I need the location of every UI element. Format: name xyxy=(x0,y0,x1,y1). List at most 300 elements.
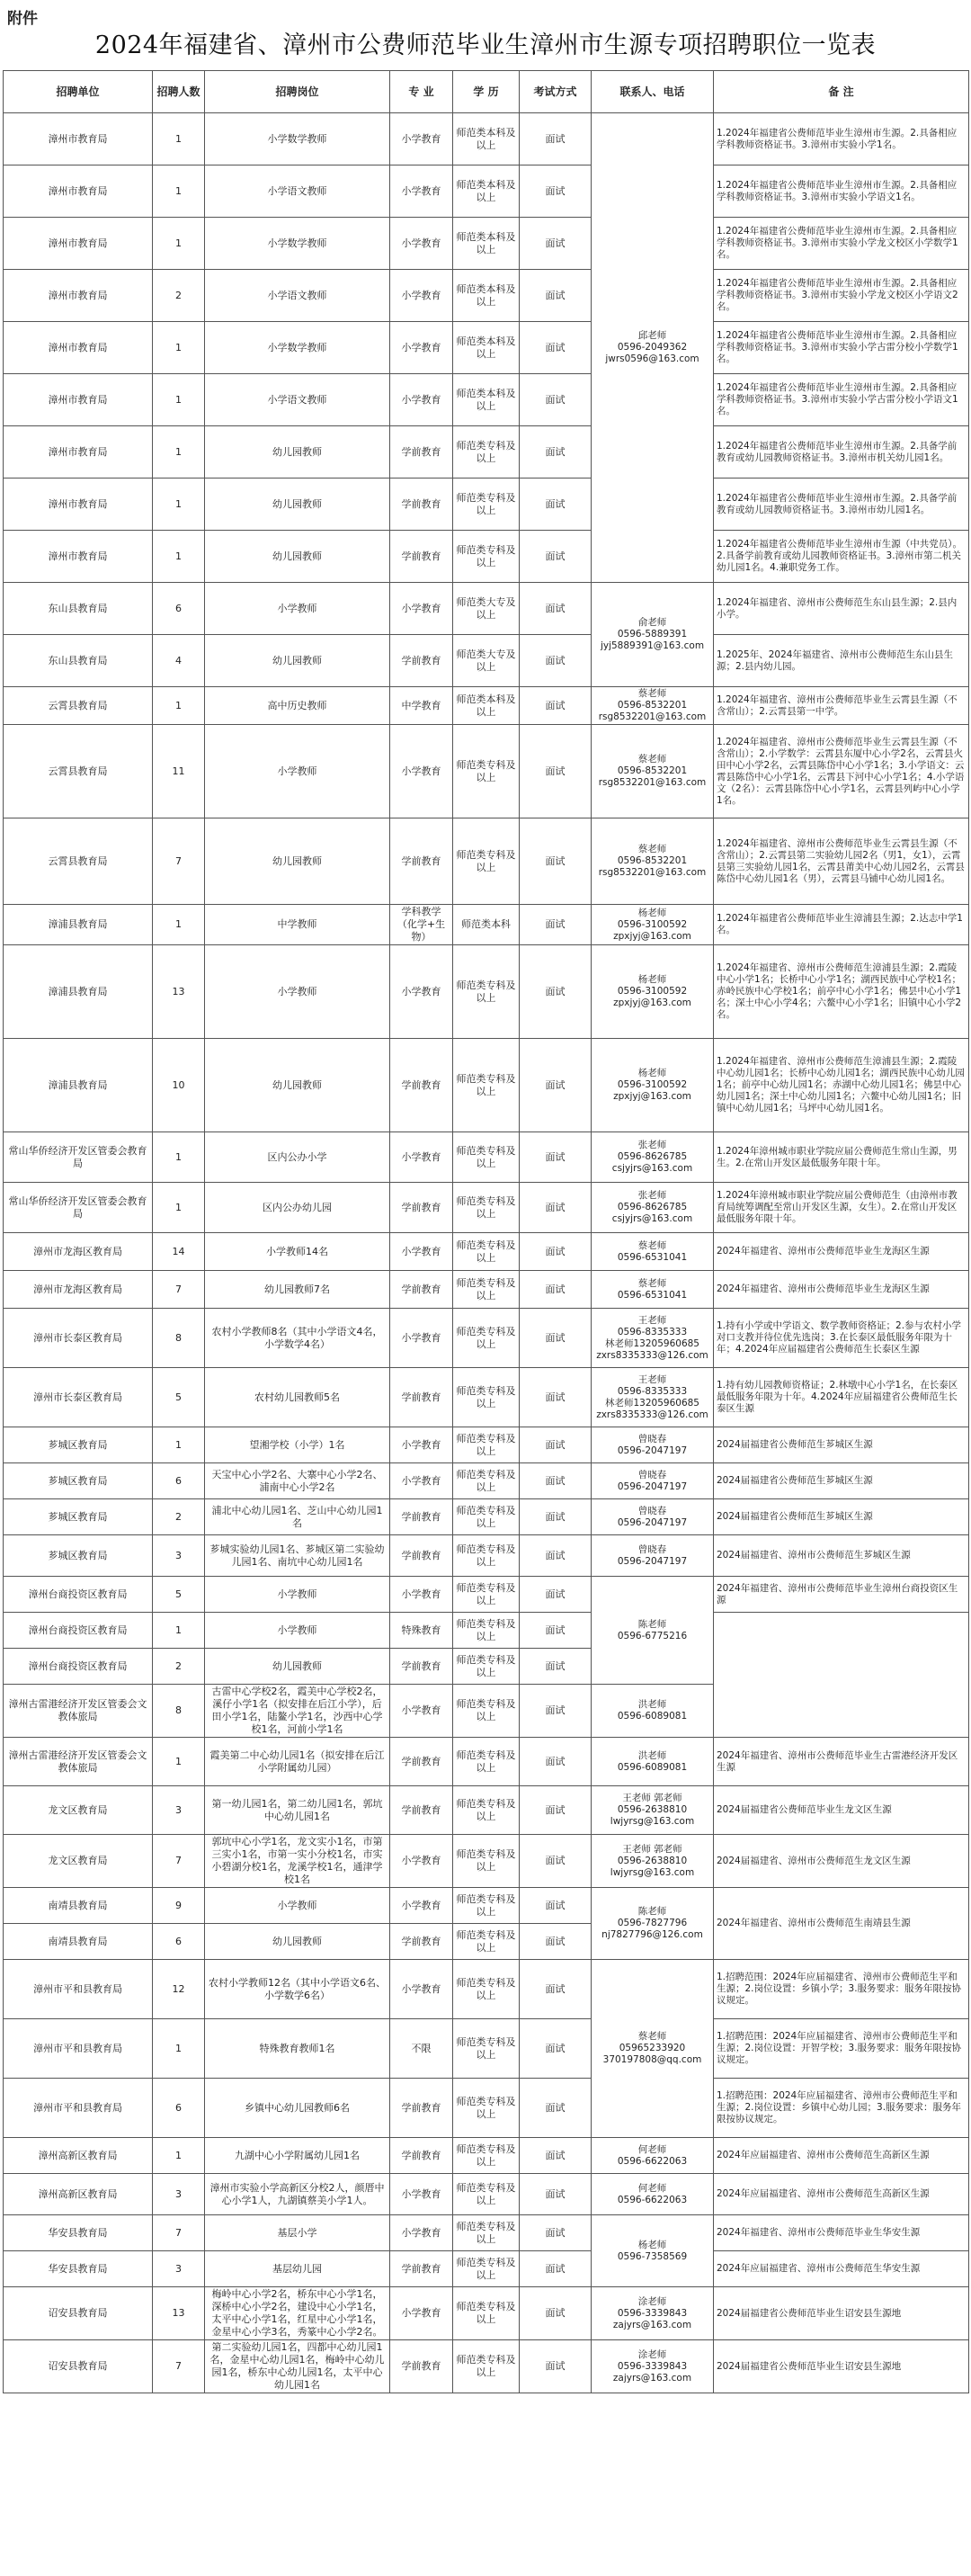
position-header: 招聘岗位 xyxy=(205,71,390,113)
remarks-cell: 2024年应届福建省、漳州市公费师范生高新区生源 xyxy=(714,2138,969,2174)
contact-line: 王老师 郭老师 xyxy=(622,1793,682,1803)
contact-cell xyxy=(592,113,714,583)
recruiting-unit-cell: 漳州市教育局 xyxy=(4,479,153,531)
education-cell: 师范类专科及以上 xyxy=(453,426,520,479)
exam-method-cell: 面试 xyxy=(520,374,592,426)
recruiting-unit-cell: 云霄县教育局 xyxy=(4,687,153,725)
recruit-count-cell: 8 xyxy=(153,1685,205,1738)
remarks-cell: 1.2024年福建省、漳州市公费师范生东山县生源；2.县内小学。 xyxy=(714,583,969,635)
remarks-cell: 1.2024年福建省公费师范毕业生漳州市生源。2.具备相应学科教师资格证书。3.漳州市实验小学古雷分校小学数学1名。 xyxy=(714,322,969,374)
recruit-count-cell: 3 xyxy=(153,1535,205,1577)
exam-method-cell: 面试 xyxy=(520,1888,592,1924)
major-cell: 学前教育 xyxy=(390,1535,453,1577)
position-cell: 浦北中心幼儿园1名、芝山中心幼儿园1名 xyxy=(205,1499,390,1535)
contact-line: 0596-5889391 xyxy=(617,629,688,640)
recruit-count-cell: 14 xyxy=(153,1233,205,1271)
contact-line: 涂老师 xyxy=(637,2348,667,2360)
recruit-count-cell: 1 xyxy=(153,1132,205,1183)
remarks-header: 备 注 xyxy=(714,71,969,113)
major-cell: 不限 xyxy=(390,2019,453,2079)
position-cell: 小学数学教师 xyxy=(205,322,390,374)
education-cell: 师范类专科及以上 xyxy=(453,1613,520,1649)
contact-line: 何老师 xyxy=(637,2182,667,2194)
contact-cell xyxy=(592,725,714,818)
table-row xyxy=(4,374,969,426)
contact-line: 0596-6089081 xyxy=(617,1711,688,1722)
table-row xyxy=(4,1577,969,1613)
major-cell: 小学教育 xyxy=(390,218,453,270)
table-row xyxy=(4,531,969,583)
exam-method-cell: 面试 xyxy=(520,1786,592,1835)
exam-method-cell: 面试 xyxy=(520,531,592,583)
position-cell: 中学教师 xyxy=(205,905,390,945)
contact-line: 05965233920 xyxy=(619,2043,686,2053)
position-cell: 幼儿园教师 xyxy=(205,1649,390,1685)
major-cell: 小学教育 xyxy=(390,1132,453,1183)
table-row xyxy=(4,2019,969,2079)
education-cell: 师范类专科及以上 xyxy=(453,1738,520,1786)
recruiting-unit-cell: 漳州市长泰区教育局 xyxy=(4,1309,153,1368)
recruit-count-cell: 3 xyxy=(153,1786,205,1835)
table-row xyxy=(4,725,969,818)
position-cell: 芗城实验幼儿园1名、芗城区第二实验幼儿园1名、南坑中心幼儿园1名 xyxy=(205,1535,390,1577)
recruiting-unit-cell: 龙文区教育局 xyxy=(4,1835,153,1888)
recruit-count-cell: 3 xyxy=(153,2251,205,2287)
table-row xyxy=(4,270,969,322)
contact-line: 杨老师 xyxy=(637,974,667,985)
education-cell: 师范类专科及以上 xyxy=(453,1649,520,1685)
recruit-count-cell: 1 xyxy=(153,218,205,270)
major-cell: 学前教育 xyxy=(390,426,453,479)
recruiting-unit-cell: 诏安县教育局 xyxy=(4,2287,153,2340)
remarks-cell: 2024届福建省公费师范生芗城区生源 xyxy=(714,1427,969,1463)
recruit-count-cell: 2 xyxy=(153,1499,205,1535)
recruit-count-cell: 6 xyxy=(153,583,205,635)
contact-line: 0596-8532201 xyxy=(617,765,688,776)
contact-cell xyxy=(592,1835,714,1888)
contact-line: 0596-2047197 xyxy=(617,1516,688,1528)
exam-method-cell: 面试 xyxy=(520,1924,592,1960)
remarks-cell: 1.2024年福建省、漳州市公费师范生漳浦县生源；2.霞陵中心幼儿园1名；长桥中心幼儿园1名；湖西民族中心幼儿园1名；前亭中心幼儿园1名；赤湖中心幼儿园1名；佛昙中心幼儿园1名；深土中心幼儿园1名；六鳌中心幼儿园1名；旧镇中心幼儿园1名；马坪中心幼儿园1名。 xyxy=(714,1039,969,1132)
remarks-cell: 2024届福建省、漳州市公费师范生芗城区生源 xyxy=(714,1535,969,1577)
major-cell: 学前教育 xyxy=(390,1271,453,1309)
contact-cell xyxy=(592,1786,714,1835)
exam-method-cell: 面试 xyxy=(520,1132,592,1183)
major-cell: 学科教学（化学+生物） xyxy=(390,905,453,945)
remarks-cell: 1.2024年漳州城市职业学院应届公费师范生常山生源，男生。2.在常山开发区最低服务年限十年。 xyxy=(714,1132,969,1183)
remarks-cell: 2024届福建省公费师范毕业生诏安县生源地 xyxy=(714,2340,969,2393)
contact-line: 0596-2638810 xyxy=(617,1855,688,1866)
major-cell: 学前教育 xyxy=(390,635,453,687)
position-cell: 漳州市实验小学高新区分校2人，颜厝中心小学1人，九湖镇蔡美小学1人。 xyxy=(205,2174,390,2215)
table-row xyxy=(4,322,969,374)
contact-cell xyxy=(592,1960,714,2138)
education-cell: 师范类本科及以上 xyxy=(453,687,520,725)
remarks-cell: 2024年福建省、漳州市公费师范生南靖县生源 xyxy=(714,1888,969,1960)
recruit-count-cell: 1 xyxy=(153,426,205,479)
recruit-count-cell: 7 xyxy=(153,1271,205,1309)
remarks-cell: 2024届福建省公费师范生芗城区生源 xyxy=(714,1499,969,1535)
major-cell: 小学教育 xyxy=(390,1233,453,1271)
recruit-count-cell: 5 xyxy=(153,1368,205,1427)
contact-line: 陈老师 xyxy=(637,1906,667,1917)
recruiting-unit-cell: 东山县教育局 xyxy=(4,635,153,687)
attachment-label: 附件 xyxy=(7,10,38,28)
recruit-count-cell: 11 xyxy=(153,725,205,818)
recruiting-unit-cell: 漳州市教育局 xyxy=(4,218,153,270)
contact-line: 0596-2638810 xyxy=(617,1804,688,1815)
contact-line: 0596-6622063 xyxy=(617,2194,688,2205)
contact-line: 0596-3100592 xyxy=(617,918,688,930)
contact-line: 林老师13205960685 xyxy=(605,1397,699,1409)
table-row xyxy=(4,1309,969,1368)
position-cell: 幼儿园教师 xyxy=(205,1924,390,1960)
table-row xyxy=(4,905,969,945)
recruiting-unit-cell: 漳州台商投资区教育局 xyxy=(4,1649,153,1685)
exam-method-cell: 面试 xyxy=(520,1577,592,1613)
remarks-cell: 1.2024年福建省公费师范毕业生漳州市生源（中共党员）。2.具备学前教育或幼儿园教师资格证书。3.漳州市第二机关幼儿园1名。4.兼职党务工作。 xyxy=(714,531,969,583)
exam-method-cell: 面试 xyxy=(520,1463,592,1499)
contact-line: 0596-2047197 xyxy=(617,1445,688,1456)
contact-line: 林老师13205960685 xyxy=(605,1337,699,1349)
recruit-count-cell: 7 xyxy=(153,818,205,905)
position-cell: 农村幼儿园教师5名 xyxy=(205,1368,390,1427)
recruiting-unit-cell: 南靖县教育局 xyxy=(4,1888,153,1924)
remarks-cell: 1.持有幼儿园教师资格证；2.林墩中心小学1名，在长泰区最低服务年限为十年。4.2024年应届福建省公费师范生长泰区生源 xyxy=(714,1368,969,1427)
recruiting-unit-cell: 漳州市长泰区教育局 xyxy=(4,1368,153,1427)
exam-method-cell: 面试 xyxy=(520,905,592,945)
exam-method-cell: 面试 xyxy=(520,725,592,818)
recruit-count-cell: 1 xyxy=(153,113,205,165)
education-cell: 师范类专科及以上 xyxy=(453,2287,520,2340)
table-row xyxy=(4,2174,969,2215)
exam-method-cell: 面试 xyxy=(520,2215,592,2251)
contact-line: 曾晓春 xyxy=(637,1433,667,1445)
recruit-count-cell: 6 xyxy=(153,1463,205,1499)
table-row xyxy=(4,1271,969,1309)
education-cell: 师范类专科及以上 xyxy=(453,1183,520,1233)
contact-line: 洪老师 xyxy=(637,1699,667,1710)
recruiting-unit-cell: 漳州市龙海区教育局 xyxy=(4,1233,153,1271)
position-cell: 九湖中心小学附属幼儿园1名 xyxy=(205,2138,390,2174)
contact-line: nj7827796@126.com xyxy=(601,1929,703,1940)
education-cell: 师范类专科及以上 xyxy=(453,1427,520,1463)
position-cell: 幼儿园教师 xyxy=(205,426,390,479)
exam-method-cell: 面试 xyxy=(520,2340,592,2393)
recruiting-unit-cell: 芗城区教育局 xyxy=(4,1535,153,1577)
education-cell: 师范类本科及以上 xyxy=(453,218,520,270)
major-cell: 小学教育 xyxy=(390,1685,453,1738)
table-row xyxy=(4,1233,969,1271)
contact-cell xyxy=(592,1183,714,1233)
contact-cell xyxy=(592,1463,714,1499)
contact-line: 杨老师 xyxy=(637,1068,667,1078)
table-row xyxy=(4,1835,969,1888)
remarks-cell: 2024年应届福建省、漳州市公费师范生高新区生源 xyxy=(714,2174,969,2215)
contact-line: 0596-6622063 xyxy=(617,2155,688,2167)
position-cell: 幼儿园教师 xyxy=(205,818,390,905)
exam-method-cell: 面试 xyxy=(520,2174,592,2215)
recruiting-unit-cell: 漳州高新区教育局 xyxy=(4,2138,153,2174)
education-cell: 师范类专科及以上 xyxy=(453,1535,520,1577)
education-cell: 师范类专科及以上 xyxy=(453,1924,520,1960)
remarks-cell: 1.2024年福建省公费师范毕业生漳州市生源。2.具备相应学科教师资格证书。3.漳州市实验小学龙文校区小学数学1名。 xyxy=(714,218,969,270)
remarks-cell: 1.2024年福建省公费师范毕业生漳州市生源。2.具备相应学科教师资格证书。3.漳州市实验小学1名。 xyxy=(714,113,969,165)
major-cell: 小学教育 xyxy=(390,1888,453,1924)
education-cell: 师范类大专及以上 xyxy=(453,583,520,635)
contact-line: 0596-8335333 xyxy=(617,1326,688,1337)
recruiting-unit-cell: 漳州市教育局 xyxy=(4,322,153,374)
contact-line: 张老师 xyxy=(637,1140,667,1150)
position-cell: 区内公办小学 xyxy=(205,1132,390,1183)
recruiting-unit-cell: 漳州市龙海区教育局 xyxy=(4,1271,153,1309)
contact-line: 曾晓春 xyxy=(637,1543,667,1555)
table-row xyxy=(4,1786,969,1835)
recruit-count-cell: 1 xyxy=(153,2019,205,2079)
recruit-count-cell: 1 xyxy=(153,531,205,583)
major-cell: 学前教育 xyxy=(390,531,453,583)
exam-method-cell: 面试 xyxy=(520,1535,592,1577)
major-cell: 学前教育 xyxy=(390,1786,453,1835)
contact-line: zxrs8335333@126.com xyxy=(596,1409,708,1420)
recruit-count-cell: 1 xyxy=(153,1738,205,1786)
recruiting-unit-cell: 芗城区教育局 xyxy=(4,1499,153,1535)
major-cell: 小学教育 xyxy=(390,1960,453,2019)
position-cell: 梅岭中心小学2名，桥东中心小学1名，深桥中心小学2名，建设中心小学1名，太平中心小学1名，红星中心小学1名，金星中心小学3名，秀篆中心小学2名。 xyxy=(205,2287,390,2340)
recruiting-unit-cell: 芗城区教育局 xyxy=(4,1463,153,1499)
recruiting-unit-cell: 诏安县教育局 xyxy=(4,2340,153,2393)
education-cell: 师范类专科及以上 xyxy=(453,1309,520,1368)
education-cell: 师范类专科及以上 xyxy=(453,1786,520,1835)
exam-method-cell: 面试 xyxy=(520,1271,592,1309)
document-title: 2024年福建省、漳州市公费师范毕业生漳州市生源专项招聘职位一览表 xyxy=(94,31,877,59)
contact-line: 0596-2047197 xyxy=(617,1480,688,1492)
major-cell: 学前教育 xyxy=(390,1183,453,1233)
table-row xyxy=(4,1427,969,1463)
position-cell: 古雷中心学校2名，霞美中心学校2名，溪仔小学1名（拟安排在后江小学），后田小学1名，陆鳌小学1名，沙西中心学校1名，河前小学1名 xyxy=(205,1685,390,1738)
position-cell: 小学语文教师 xyxy=(205,165,390,218)
major-cell: 小学教育 xyxy=(390,1577,453,1613)
position-cell: 幼儿园教师7名 xyxy=(205,1271,390,1309)
table-row xyxy=(4,2079,969,2138)
recruit-count-cell: 7 xyxy=(153,2340,205,2393)
contact-line: 蔡老师 xyxy=(637,1239,667,1251)
education-cell: 师范类专科及以上 xyxy=(453,1039,520,1132)
contact-line: 370197808@qq.com xyxy=(602,2054,702,2065)
table-row xyxy=(4,1183,969,1233)
education-cell: 师范类本科及以上 xyxy=(453,270,520,322)
table-row xyxy=(4,113,969,165)
position-cell: 小学教师 xyxy=(205,583,390,635)
table-row xyxy=(4,1960,969,2019)
contact-line: 0596-3100592 xyxy=(617,986,688,997)
exam-method-cell: 面试 xyxy=(520,1738,592,1786)
major-cell: 小学教育 xyxy=(390,113,453,165)
education-cell: 师范类专科及以上 xyxy=(453,725,520,818)
contact-line: 杨老师 xyxy=(637,2239,667,2250)
remarks-cell: 1.招聘范围：2024年应届福建省、漳州市公费师范生平和生源；2.岗位设置：开智学校；3.服务要求：服务年限按协议规定。 xyxy=(714,2019,969,2079)
remarks-cell xyxy=(714,1613,969,1738)
remarks-cell: 2024年福建省、漳州市公费师范毕业生古雷港经济开发区生源 xyxy=(714,1738,969,1786)
recruiting-unit-cell: 漳州市教育局 xyxy=(4,270,153,322)
table-row xyxy=(4,426,969,479)
position-cell: 区内公办幼儿园 xyxy=(205,1183,390,1233)
recruit-count-cell: 1 xyxy=(153,687,205,725)
contact-cell xyxy=(592,2340,714,2393)
contact-cell xyxy=(592,2138,714,2174)
remarks-cell: 1.2024年福建省、漳州市公费师范毕业生云霄县生源（不含常山）；2.云霄县第二实验幼儿园2名（男1，女1），云霄县第三实验幼儿园1名，云霄县莆美中心幼儿园2名，云霄县陈岱中心幼儿园1名（男），云霄县马铺中心幼儿园1名。 xyxy=(714,818,969,905)
major-cell: 中学教育 xyxy=(390,687,453,725)
recruiting-unit-cell: 漳州市教育局 xyxy=(4,165,153,218)
remarks-cell: 1.2025年、2024年福建省、漳州市公费师范生东山县生源；2.县内幼儿园。 xyxy=(714,635,969,687)
position-cell: 霞美第二中心幼儿园1名（拟安排在后江小学附属幼儿园） xyxy=(205,1738,390,1786)
exam-method-cell: 面试 xyxy=(520,426,592,479)
contact-line: 何老师 xyxy=(637,2143,667,2155)
table-row xyxy=(4,479,969,531)
exam-method-cell: 面试 xyxy=(520,687,592,725)
education-cell: 师范类专科及以上 xyxy=(453,1271,520,1309)
table-row xyxy=(4,1535,969,1577)
recruit-count-cell: 13 xyxy=(153,2287,205,2340)
contact-cell xyxy=(592,1309,714,1368)
major-cell: 学前教育 xyxy=(390,1368,453,1427)
exam-method-cell: 面试 xyxy=(520,2079,592,2138)
contact-line: 0596-3339843 xyxy=(617,2360,688,2372)
contact-line: csjyjrs@163.com xyxy=(611,1213,693,1224)
exam-method-cell: 面试 xyxy=(520,1960,592,2019)
remarks-cell: 1.持有小学或中学语文、数学教师资格证；2.参与农村小学对口支教并待位优先选岗；3.在长泰区最低服务年限为十年；4.2024年应届福建省公费师范生长泰区生源 xyxy=(714,1309,969,1368)
remarks-cell: 1.招聘范围：2024年应届福建省、漳州市公费师范生平和生源；2.岗位设置：乡镇小学；3.服务要求：服务年限按协议规定。 xyxy=(714,1960,969,2019)
recruiting-unit-cell: 云霄县教育局 xyxy=(4,725,153,818)
recruit-count-cell: 1 xyxy=(153,165,205,218)
positions-table xyxy=(3,70,969,2393)
exam-method-cell: 面试 xyxy=(520,583,592,635)
major-cell: 学前教育 xyxy=(390,1924,453,1960)
contact-cell xyxy=(592,945,714,1039)
contact-cell xyxy=(592,1271,714,1309)
recruiting-unit-cell: 华安县教育局 xyxy=(4,2215,153,2251)
position-cell: 天宝中心小学2名、大寨中心小学2名、浦南中心小学2名 xyxy=(205,1463,390,1499)
contact-cell xyxy=(592,905,714,945)
recruiting-unit-cell: 漳州市平和县教育局 xyxy=(4,2079,153,2138)
education-cell: 师范类本科及以上 xyxy=(453,165,520,218)
recruiting-unit-cell: 漳州市平和县教育局 xyxy=(4,1960,153,2019)
remarks-cell: 1.2024年福建省、漳州市公费师范生漳浦县生源；2.霞陵中心小学1名；长桥中心小学1名；湖西民族中心学校1名；赤岭民族中心学校1名；前亭中心小学1名；佛昙中心小学1名；深土中心小学4名；六鳌中心小学1名；旧镇中心小学2名。 xyxy=(714,945,969,1039)
contact-line: csjyjrs@163.com xyxy=(611,1163,693,1174)
education-cell: 师范类专科及以上 xyxy=(453,531,520,583)
education-cell: 师范类专科及以上 xyxy=(453,2079,520,2138)
position-cell: 小学语文教师 xyxy=(205,374,390,426)
exam-method-cell: 面试 xyxy=(520,1039,592,1132)
major-header: 专 业 xyxy=(390,71,453,113)
recruiting-unit-cell: 漳浦县教育局 xyxy=(4,1039,153,1132)
education-cell: 师范类专科及以上 xyxy=(453,1685,520,1738)
position-cell: 小学数学教师 xyxy=(205,113,390,165)
contact-cell xyxy=(592,1685,714,1738)
major-cell: 学前教育 xyxy=(390,2138,453,2174)
education-cell: 师范类本科及以上 xyxy=(453,113,520,165)
education-cell: 师范类专科及以上 xyxy=(453,2019,520,2079)
recruit-count-cell: 1 xyxy=(153,2138,205,2174)
position-cell: 小学数学教师 xyxy=(205,218,390,270)
recruiting-unit-cell: 漳州市教育局 xyxy=(4,113,153,165)
education-cell: 师范类专科及以上 xyxy=(453,818,520,905)
position-cell: 小学语文教师 xyxy=(205,270,390,322)
major-cell: 学前教育 xyxy=(390,818,453,905)
contact-line: zpxjyj@163.com xyxy=(613,930,691,942)
contact-line: 涂老师 xyxy=(637,2295,667,2307)
exam-method-cell: 面试 xyxy=(520,218,592,270)
contact-cell xyxy=(592,2174,714,2215)
exam-method-cell: 面试 xyxy=(520,1685,592,1738)
exam-method-cell: 面试 xyxy=(520,165,592,218)
education-cell: 师范类专科及以上 xyxy=(453,2215,520,2251)
contact-line: 蔡老师 xyxy=(637,754,667,765)
recruit-count-cell: 10 xyxy=(153,1039,205,1132)
remarks-cell: 2024年福建省、漳州市公费师范毕业生龙海区生源 xyxy=(714,1233,969,1271)
education-cell: 师范类专科及以上 xyxy=(453,1835,520,1888)
contact-line: rsg8532201@163.com xyxy=(598,867,707,878)
education-cell: 师范类专科及以上 xyxy=(453,479,520,531)
recruit-count-cell: 13 xyxy=(153,945,205,1039)
table-row xyxy=(4,2287,969,2340)
exam-method-cell: 面试 xyxy=(520,2138,592,2174)
exam-method-cell: 面试 xyxy=(520,2019,592,2079)
recruit-count-cell: 1 xyxy=(153,1427,205,1463)
recruit-count-cell: 1 xyxy=(153,322,205,374)
contact-cell xyxy=(592,1577,714,1685)
recruit-count-cell: 7 xyxy=(153,1835,205,1888)
recruit-count-cell: 6 xyxy=(153,1924,205,1960)
education-header: 学 历 xyxy=(453,71,520,113)
recruiting-unit-cell: 常山华侨经济开发区管委会教育局 xyxy=(4,1132,153,1183)
recruiting-unit-cell: 龙文区教育局 xyxy=(4,1786,153,1835)
contact-line: 王老师 xyxy=(637,1373,667,1385)
contact-line: zxrs8335333@126.com xyxy=(596,1349,708,1361)
recruiting-unit-header: 招聘单位 xyxy=(4,71,153,113)
exam-method-cell: 面试 xyxy=(520,1427,592,1463)
contact-line: zajyrs@163.com xyxy=(612,2319,692,2330)
table-row xyxy=(4,218,969,270)
table-row xyxy=(4,1368,969,1427)
recruit-count-cell: 1 xyxy=(153,1613,205,1649)
position-cell: 小学教师 xyxy=(205,1613,390,1649)
education-cell: 师范类专科及以上 xyxy=(453,1577,520,1613)
major-cell: 学前教育 xyxy=(390,2251,453,2287)
exam-method-cell: 面试 xyxy=(520,322,592,374)
position-cell: 农村小学教师12名（其中小学语文6名、小学数学6名） xyxy=(205,1960,390,2019)
exam-method-cell: 面试 xyxy=(520,635,592,687)
table-row xyxy=(4,165,969,218)
recruiting-unit-cell: 华安县教育局 xyxy=(4,2251,153,2287)
table-row xyxy=(4,1888,969,1924)
position-cell: 幼儿园教师 xyxy=(205,635,390,687)
recruiting-unit-cell: 漳州台商投资区教育局 xyxy=(4,1613,153,1649)
position-cell: 基层小学 xyxy=(205,2215,390,2251)
recruit-count-cell: 2 xyxy=(153,270,205,322)
contact-line: 曾晓春 xyxy=(637,1505,667,1516)
position-cell: 小学教师 xyxy=(205,725,390,818)
table-row xyxy=(4,635,969,687)
contact-line: 邱老师 xyxy=(637,330,667,341)
major-cell: 特殊教育 xyxy=(390,1613,453,1649)
education-cell: 师范类专科及以上 xyxy=(453,1132,520,1183)
recruit-count-cell: 3 xyxy=(153,2174,205,2215)
table-row xyxy=(4,1039,969,1132)
recruit-count-cell: 9 xyxy=(153,1888,205,1924)
recruit-count-cell: 4 xyxy=(153,635,205,687)
contact-cell xyxy=(592,1888,714,1960)
